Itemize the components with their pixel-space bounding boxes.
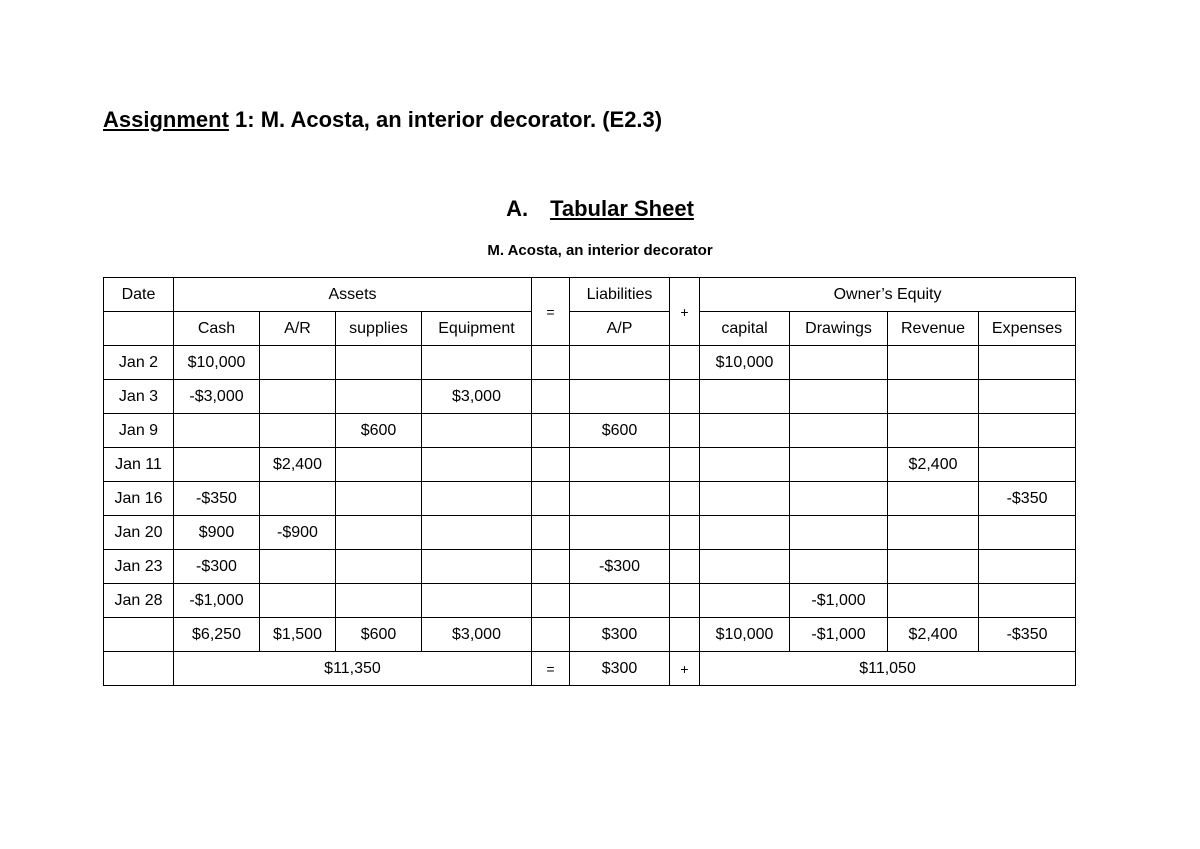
row-ap (570, 482, 670, 516)
row-drawings (790, 414, 888, 448)
row-equipment (422, 482, 532, 516)
row-cash: $900 (174, 516, 260, 550)
row-capital: $10,000 (700, 346, 790, 380)
row-equals-blank (532, 414, 570, 448)
row-ap (570, 584, 670, 618)
row-date: Jan 9 (104, 414, 174, 448)
row-cash (174, 448, 260, 482)
row-supplies (336, 550, 422, 584)
row-equals-blank (532, 346, 570, 380)
row-equipment (422, 550, 532, 584)
row-expenses (979, 346, 1076, 380)
title-underlined: Assignment (103, 107, 229, 132)
grand-total-liabilities: $300 (570, 652, 670, 686)
row-drawings (790, 346, 888, 380)
row-ar (260, 346, 336, 380)
total-drawings: -$1,000 (790, 618, 888, 652)
section-letter: A. (506, 196, 529, 221)
total-revenue: $2,400 (888, 618, 979, 652)
row-cash: -$350 (174, 482, 260, 516)
row-date: Jan 11 (104, 448, 174, 482)
row-ar: -$900 (260, 516, 336, 550)
totals-plus-blank (670, 618, 700, 652)
row-equipment: $3,000 (422, 380, 532, 414)
row-supplies (336, 584, 422, 618)
row-cash: -$3,000 (174, 380, 260, 414)
row-capital (700, 448, 790, 482)
row-ar (260, 380, 336, 414)
row-drawings: -$1,000 (790, 584, 888, 618)
row-expenses (979, 414, 1076, 448)
total-cash: $6,250 (174, 618, 260, 652)
row-drawings (790, 380, 888, 414)
header-liabilities: Liabilities (570, 278, 670, 312)
row-supplies (336, 380, 422, 414)
row-supplies (336, 448, 422, 482)
row-date: Jan 3 (104, 380, 174, 414)
header-ap: A/P (570, 312, 670, 346)
row-ap (570, 380, 670, 414)
sheet-subtitle: M. Acosta, an interior decorator (487, 242, 713, 259)
row-cash: $10,000 (174, 346, 260, 380)
row-ar (260, 584, 336, 618)
total-capital: $10,000 (700, 618, 790, 652)
totals-row (104, 618, 1076, 652)
total-ap: $300 (570, 618, 670, 652)
row-cash: -$1,000 (174, 584, 260, 618)
row-ar (260, 482, 336, 516)
row-date: Jan 28 (104, 584, 174, 618)
row-revenue (888, 380, 979, 414)
header-drawings: Drawings (790, 312, 888, 346)
row-equals-blank (532, 482, 570, 516)
header-revenue: Revenue (888, 312, 979, 346)
transaction-row (104, 482, 1076, 516)
row-plus-blank (670, 516, 700, 550)
row-ar (260, 550, 336, 584)
transaction-row (104, 550, 1076, 584)
row-capital (700, 482, 790, 516)
grand-equals-sign: = (532, 652, 570, 686)
header-equipment: Equipment (422, 312, 532, 346)
total-ar: $1,500 (260, 618, 336, 652)
header-equals-sign: = (532, 278, 570, 346)
row-ap: -$300 (570, 550, 670, 584)
header-plus-sign: + (670, 278, 700, 346)
row-drawings (790, 448, 888, 482)
header-ar: A/R (260, 312, 336, 346)
row-drawings (790, 516, 888, 550)
row-date: Jan 16 (104, 482, 174, 516)
row-cash: -$300 (174, 550, 260, 584)
grand-plus-sign: + (670, 652, 700, 686)
row-ar (260, 414, 336, 448)
row-revenue: $2,400 (888, 448, 979, 482)
section-name: Tabular Sheet (550, 196, 694, 221)
header-capital: capital (700, 312, 790, 346)
row-supplies (336, 346, 422, 380)
row-equipment (422, 584, 532, 618)
row-equals-blank (532, 584, 570, 618)
row-equals-blank (532, 550, 570, 584)
row-expenses (979, 584, 1076, 618)
row-supplies: $600 (336, 414, 422, 448)
row-revenue (888, 346, 979, 380)
row-supplies (336, 516, 422, 550)
row-date: Jan 20 (104, 516, 174, 550)
transaction-row (104, 414, 1076, 448)
row-plus-blank (670, 584, 700, 618)
row-cash (174, 414, 260, 448)
totals-date-blank (104, 618, 174, 652)
row-equals-blank (532, 380, 570, 414)
transaction-row (104, 516, 1076, 550)
total-expenses: -$350 (979, 618, 1076, 652)
header-owners-equity: Owner’s Equity (700, 278, 1076, 312)
row-revenue (888, 550, 979, 584)
row-plus-blank (670, 346, 700, 380)
transaction-row (104, 448, 1076, 482)
title-rest: 1: M. Acosta, an interior decorator. (E2.3) (228, 107, 663, 132)
transaction-row (104, 380, 1076, 414)
section-heading (0, 196, 1200, 222)
row-plus-blank (670, 550, 700, 584)
row-capital (700, 584, 790, 618)
row-equipment (422, 448, 532, 482)
row-equipment (422, 346, 532, 380)
transaction-rows (104, 346, 1076, 618)
grand-total-row (104, 652, 1076, 686)
row-equipment (422, 516, 532, 550)
row-plus-blank (670, 448, 700, 482)
row-expenses (979, 516, 1076, 550)
transaction-row (104, 346, 1076, 380)
row-ap (570, 516, 670, 550)
row-ap: $600 (570, 414, 670, 448)
row-revenue (888, 584, 979, 618)
row-capital (700, 380, 790, 414)
row-ap (570, 448, 670, 482)
header-expenses: Expenses (979, 312, 1076, 346)
row-date: Jan 2 (104, 346, 174, 380)
row-capital (700, 550, 790, 584)
header-supplies: supplies (336, 312, 422, 346)
row-capital (700, 414, 790, 448)
row-plus-blank (670, 380, 700, 414)
header-cash: Cash (174, 312, 260, 346)
grand-date-blank (104, 652, 174, 686)
row-ar: $2,400 (260, 448, 336, 482)
header-row-2 (104, 312, 1076, 346)
row-capital (700, 516, 790, 550)
assignment-title (103, 107, 662, 133)
row-plus-blank (670, 482, 700, 516)
grand-total-equity: $11,050 (700, 652, 1076, 686)
row-supplies (336, 482, 422, 516)
row-revenue (888, 414, 979, 448)
grand-total-assets: $11,350 (174, 652, 532, 686)
row-drawings (790, 550, 888, 584)
row-equipment (422, 414, 532, 448)
header-row-1 (104, 278, 1076, 312)
total-equipment: $3,000 (422, 618, 532, 652)
tabular-sheet (103, 277, 1076, 686)
row-plus-blank (670, 414, 700, 448)
row-expenses: -$350 (979, 482, 1076, 516)
transaction-row (104, 584, 1076, 618)
row-equals-blank (532, 448, 570, 482)
header-assets: Assets (174, 278, 532, 312)
row-revenue (888, 482, 979, 516)
header-date-blank (104, 312, 174, 346)
row-equals-blank (532, 516, 570, 550)
row-date: Jan 23 (104, 550, 174, 584)
totals-equals-blank (532, 618, 570, 652)
header-date: Date (104, 278, 174, 312)
row-ap (570, 346, 670, 380)
row-drawings (790, 482, 888, 516)
row-expenses (979, 448, 1076, 482)
row-expenses (979, 380, 1076, 414)
row-expenses (979, 550, 1076, 584)
row-revenue (888, 516, 979, 550)
total-supplies: $600 (336, 618, 422, 652)
